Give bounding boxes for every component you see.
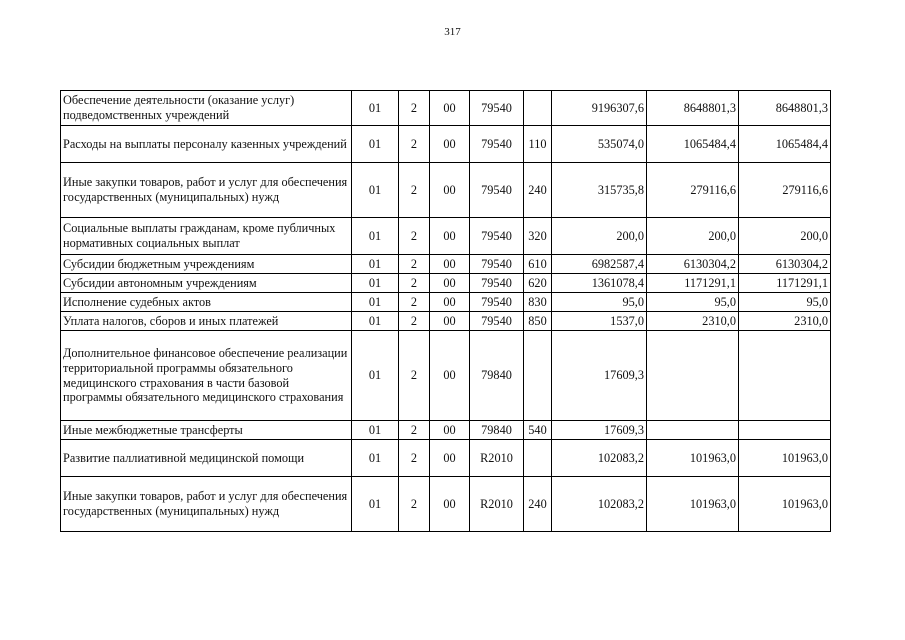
cell-direction: 79540 [470,293,524,312]
cell-program: 2 [399,126,430,163]
cell-subprogram: 00 [430,477,470,532]
cell-subprogram: 00 [430,421,470,440]
cell-value-1: 6982587,4 [552,255,647,274]
cell-value-2 [647,331,739,421]
cell-section: 01 [352,218,399,255]
cell-program: 2 [399,255,430,274]
page-number: 317 [444,26,461,38]
cell-section: 01 [352,91,399,126]
cell-value-3: 279116,6 [739,163,831,218]
cell-direction: 79540 [470,312,524,331]
cell-section: 01 [352,255,399,274]
row-name: Субсидии бюджетным учреждениям [61,255,352,274]
table-row [61,218,831,255]
cell-expense-type [524,91,552,126]
cell-section: 01 [352,126,399,163]
row-name: Уплата налогов, сборов и иных платежей [61,312,352,331]
cell-value-3: 6130304,2 [739,255,831,274]
cell-section: 01 [352,331,399,421]
cell-value-3 [739,421,831,440]
cell-program: 2 [399,91,430,126]
cell-subprogram: 00 [430,293,470,312]
cell-expense-type: 830 [524,293,552,312]
cell-value-3: 200,0 [739,218,831,255]
cell-program: 2 [399,312,430,331]
table-row [61,255,831,274]
row-name: Иные закупки товаров, работ и услуг для обеспечения государственных (муниципальных) нужд [61,163,352,218]
cell-program: 2 [399,293,430,312]
table-row [61,293,831,312]
cell-expense-type: 240 [524,163,552,218]
cell-direction: R2010 [470,440,524,477]
row-name: Обеспечение деятельности (оказание услуг) подведомственных учреждений [61,91,352,126]
cell-direction: 79540 [470,274,524,293]
cell-direction: 79540 [470,255,524,274]
cell-section: 01 [352,163,399,218]
cell-direction: R2010 [470,477,524,532]
cell-program: 2 [399,477,430,532]
cell-value-1: 1361078,4 [552,274,647,293]
table-row [61,126,831,163]
cell-section: 01 [352,312,399,331]
row-name: Расходы на выплаты персоналу казенных учреждений [61,126,352,163]
cell-value-1: 102083,2 [552,477,647,532]
cell-value-1: 9196307,6 [552,91,647,126]
cell-value-1: 95,0 [552,293,647,312]
cell-subprogram: 00 [430,126,470,163]
cell-value-2: 101963,0 [647,440,739,477]
cell-program: 2 [399,440,430,477]
table-row [61,312,831,331]
row-name: Иные межбюджетные трансферты [61,421,352,440]
cell-value-2: 279116,6 [647,163,739,218]
cell-value-2: 200,0 [647,218,739,255]
cell-value-2 [647,421,739,440]
cell-value-3: 101963,0 [739,440,831,477]
cell-subprogram: 00 [430,274,470,293]
cell-section: 01 [352,274,399,293]
row-name: Социальные выплаты гражданам, кроме публичных нормативных социальных выплат [61,218,352,255]
cell-value-1: 17609,3 [552,421,647,440]
cell-subprogram: 00 [430,163,470,218]
cell-program: 2 [399,421,430,440]
cell-value-2: 2310,0 [647,312,739,331]
cell-value-1: 535074,0 [552,126,647,163]
cell-expense-type: 240 [524,477,552,532]
cell-value-2: 8648801,3 [647,91,739,126]
row-name: Иные закупки товаров, работ и услуг для обеспечения государственных (муниципальных) нужд [61,477,352,532]
cell-section: 01 [352,477,399,532]
cell-section: 01 [352,293,399,312]
cell-section: 01 [352,421,399,440]
cell-value-3: 101963,0 [739,477,831,532]
cell-subprogram: 00 [430,218,470,255]
cell-value-1: 17609,3 [552,331,647,421]
cell-value-3: 95,0 [739,293,831,312]
cell-expense-type: 110 [524,126,552,163]
row-name: Дополнительное финансовое обеспечение реализации территориальной программы обязательного медицинского страхования в части базовой программы обязательного медицинского страхования [61,331,352,421]
row-name: Исполнение судебных актов [61,293,352,312]
cell-direction: 79540 [470,91,524,126]
cell-expense-type: 620 [524,274,552,293]
cell-expense-type: 320 [524,218,552,255]
cell-value-1: 315735,8 [552,163,647,218]
cell-direction: 79540 [470,218,524,255]
cell-expense-type: 610 [524,255,552,274]
cell-expense-type [524,440,552,477]
cell-direction: 79540 [470,163,524,218]
cell-value-2: 101963,0 [647,477,739,532]
cell-value-3: 2310,0 [739,312,831,331]
cell-value-3: 8648801,3 [739,91,831,126]
cell-subprogram: 00 [430,312,470,331]
cell-value-1: 102083,2 [552,440,647,477]
cell-program: 2 [399,163,430,218]
table-row [61,477,831,532]
table-row [61,331,831,421]
table-row [61,440,831,477]
cell-section: 01 [352,440,399,477]
table-row [61,163,831,218]
cell-expense-type [524,331,552,421]
row-name: Развитие паллиативной медицинской помощи [61,440,352,477]
cell-program: 2 [399,274,430,293]
cell-value-3 [739,331,831,421]
table-row [61,274,831,293]
cell-direction: 79540 [470,126,524,163]
cell-expense-type: 850 [524,312,552,331]
cell-program: 2 [399,331,430,421]
table-row [61,91,831,126]
cell-value-1: 200,0 [552,218,647,255]
cell-value-2: 95,0 [647,293,739,312]
row-name: Субсидии автономным учреждениям [61,274,352,293]
cell-value-2: 6130304,2 [647,255,739,274]
cell-subprogram: 00 [430,331,470,421]
cell-value-2: 1065484,4 [647,126,739,163]
cell-value-2: 1171291,1 [647,274,739,293]
cell-value-3: 1065484,4 [739,126,831,163]
cell-subprogram: 00 [430,91,470,126]
cell-value-3: 1171291,1 [739,274,831,293]
cell-value-1: 1537,0 [552,312,647,331]
cell-program: 2 [399,218,430,255]
cell-subprogram: 00 [430,440,470,477]
cell-direction: 79840 [470,331,524,421]
budget-table [60,90,831,532]
cell-direction: 79840 [470,421,524,440]
cell-expense-type: 540 [524,421,552,440]
table-row [61,421,831,440]
cell-subprogram: 00 [430,255,470,274]
